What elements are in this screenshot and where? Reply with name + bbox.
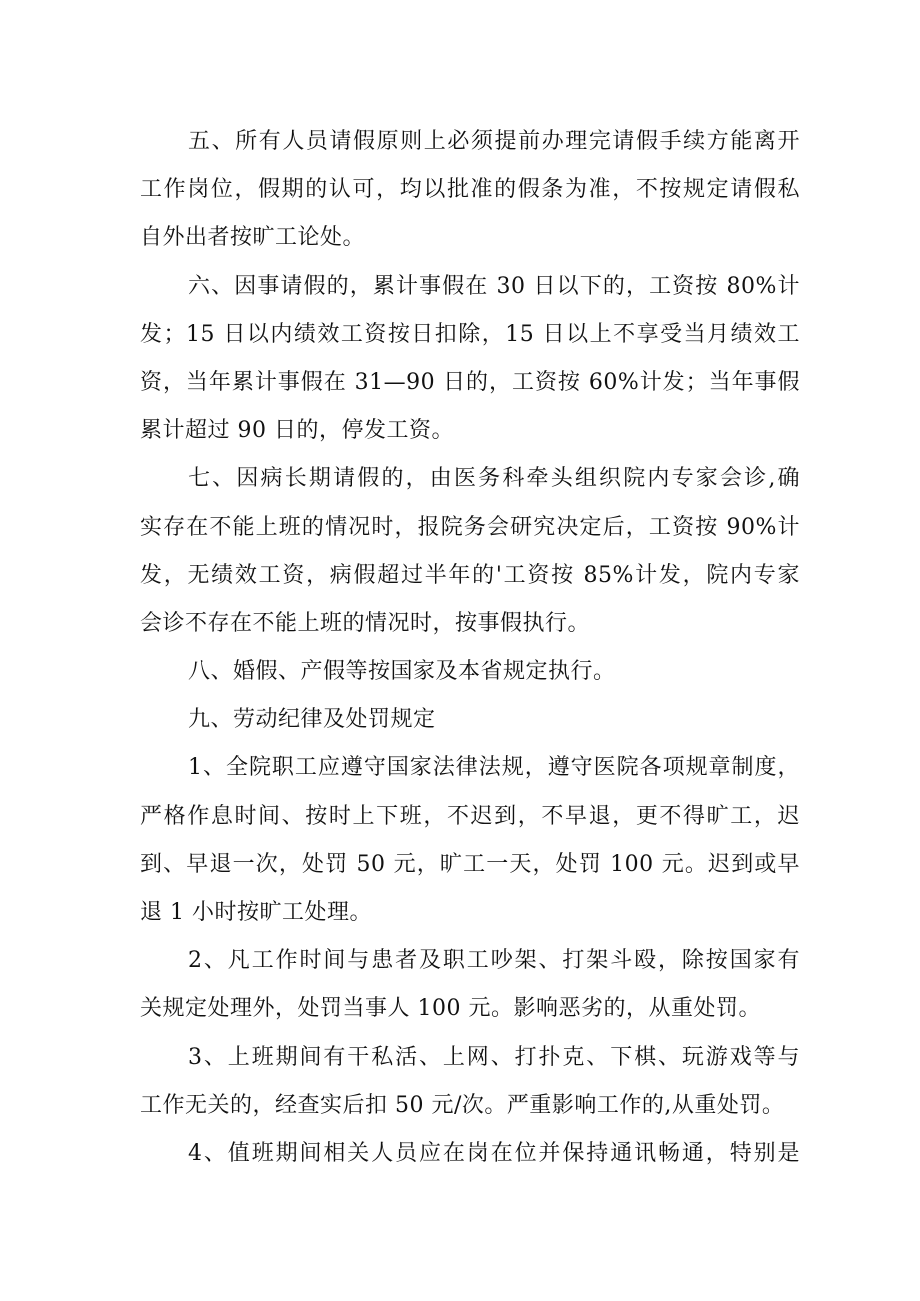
text-line: 2、凡工作时间与患者及职工吵架、打架斗殴，除按国家有 bbox=[188, 948, 800, 974]
text-line: 七、因病长期请假的，由医务科牵头组织院内专家会诊,确 bbox=[188, 466, 800, 492]
text-line: 到、早退一次，处罚 50 元，旷工一天，处罚 100 元。迟到或早 bbox=[140, 851, 800, 877]
text-line: 3、上班期间有干私活、上网、打扑克、下棋、玩游戏等与 bbox=[188, 1044, 800, 1070]
text-line: 资，当年累计事假在 31—90 日的，工资按 60%计发；当年事假 bbox=[140, 369, 800, 395]
text-line: 工作无关的，经查实后扣 50 元/次。严重影响工作的,从重处罚。 bbox=[140, 1092, 785, 1118]
text-line: 九、劳动纪律及处罚规定 bbox=[188, 707, 436, 733]
text-line: 五、所有人员请假原则上必须提前办理完请假手续方能离开 bbox=[188, 129, 800, 154]
text-line: 发，无绩效工资，病假超过半年的'工资按 85%计发，院内专家 bbox=[140, 562, 800, 588]
text-line: 4、值班期间相关人员应在岗在位并保持通讯畅通，特别是 bbox=[188, 1140, 800, 1166]
text-line: 发；15 日以内绩效工资按日扣除，15 日以上不享受当月绩效工 bbox=[140, 321, 800, 347]
text-line: 工作岗位，假期的认可，均以批准的假条为准，不按规定请假私 bbox=[140, 177, 800, 203]
text-line: 严格作息时间、按时上下班，不迟到，不早退，更不得旷工，迟 bbox=[140, 803, 800, 829]
text-line: 八、婚假、产假等按国家及本省规定执行。 bbox=[188, 659, 616, 685]
text-line: 会诊不存在不能上班的情况时，按事假执行。 bbox=[140, 610, 591, 636]
text-line: 自外出者按旷工论处。 bbox=[140, 225, 366, 251]
text-line: 累计超过 90 日的，停发工资。 bbox=[140, 418, 454, 444]
text-line: 六、因事请假的，累计事假在 30 日以下的，工资按 80%计 bbox=[188, 273, 800, 299]
text-line: 关规定处理外，处罚当事人 100 元。影响恶劣的，从重处罚。 bbox=[140, 996, 761, 1022]
text-line: 退 1 小时按旷工处理。 bbox=[140, 900, 372, 925]
document-body bbox=[140, 118, 800, 1178]
text-line: 1、全院职工应遵守国家法律法规，遵守医院各项规章制度， bbox=[188, 755, 800, 781]
text-line: 实存在不能上班的情况时，报院务会研究决定后，工资按 90%计 bbox=[140, 514, 800, 540]
